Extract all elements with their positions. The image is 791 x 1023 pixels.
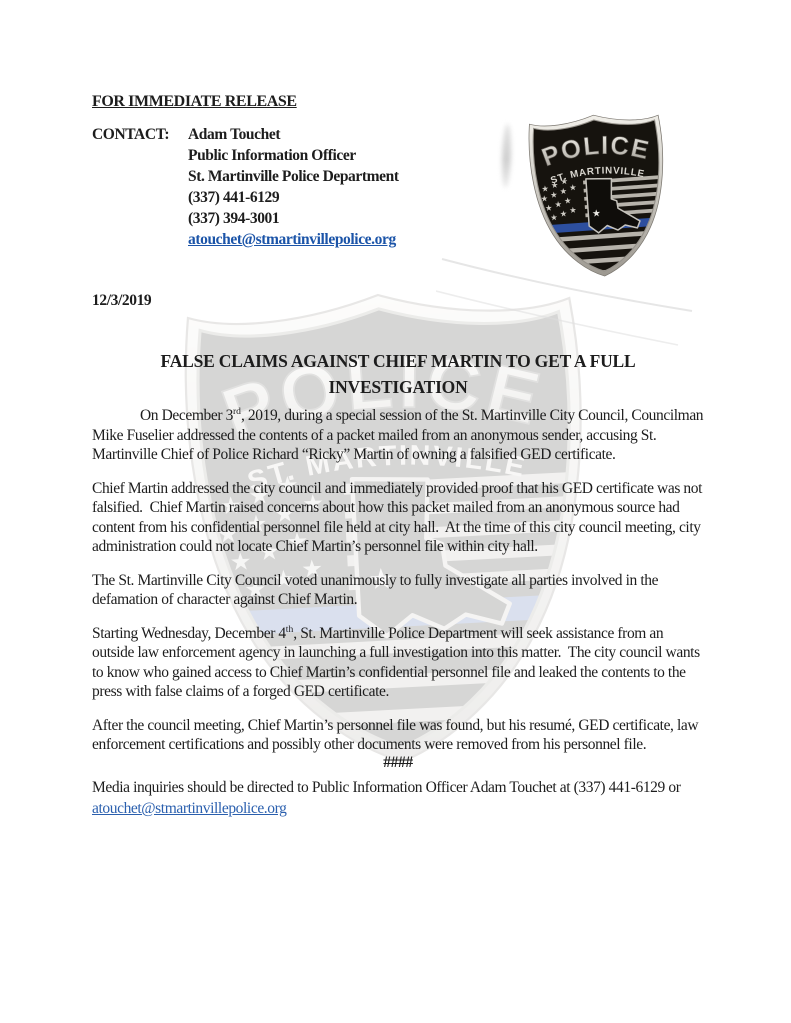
paragraph: On December 3rd, 2019, during a special session of the St. Martinville City Council, Councilman Mike Fuselier addressed the contents of a packet mailed from an anonymous sender, accusing St. Martinville Chief of Police Richard “Ricky” Martin of owning a falsified GED certificate. <box>92 405 707 463</box>
headline <box>92 349 704 400</box>
headline-line1: FALSE CLAIMS AGAINST CHIEF MARTIN TO GET A FULL <box>160 351 636 371</box>
media-inquiries-line <box>92 777 704 819</box>
contact-email-link[interactable]: atouchet@stmartinvillepolice.org <box>188 231 396 248</box>
contact-values <box>188 124 399 250</box>
end-marker: #### <box>383 753 413 771</box>
contact-label: CONTACT: <box>92 126 170 143</box>
contact-line: Adam Touchet <box>188 126 281 143</box>
body-paragraphs <box>92 405 707 755</box>
paragraph: The St. Martinville City Council voted unanimously to fully investigate all parties involved in the defamation of character against Chief Martin. <box>92 571 662 608</box>
contact-line: St. Martinville Police Department <box>188 168 399 185</box>
footer-email-link[interactable]: atouchet@stmartinvillepolice.org <box>92 799 287 817</box>
document-body <box>92 91 707 819</box>
contact-line: Public Information Officer <box>188 147 356 164</box>
release-date: 12/3/2019 <box>92 292 152 309</box>
contact-block <box>92 124 704 250</box>
contact-line: (337) 394-3001 <box>188 210 280 227</box>
contact-lines <box>188 124 399 229</box>
paragraph: Chief Martin addressed the city council and immediately provided proof that his GED certificate was not falsified. Chief Martin raised concerns about how this packet mailed from an anonymous source had content from his confidential personnel file held at city hall. At the time of this city council meeting, city administration could not locate Chief Martin’s personnel file within city hall. <box>92 479 706 555</box>
paragraph: Starting Wednesday, December 4th, St. Martinville Police Department will seek assistance from an outside law enforcement agency in launching a full investigation into this matter. The city council wants to know who gained access to Chief Martin’s confidential personnel file and leaked the contents to the press with false claims of a forged GED certificate. <box>92 623 704 700</box>
release-heading: FOR IMMEDIATE RELEASE <box>92 93 297 110</box>
contact-line: (337) 441-6129 <box>188 189 280 206</box>
media-inquiries-text: Media inquiries should be directed to Public Information Officer Adam Touchet at (337) 441-6129 or <box>92 778 684 796</box>
headline-line2: INVESTIGATION <box>328 376 468 397</box>
paragraph: After the council meeting, Chief Martin’s personnel file was found, but his resumé, GED certificate, law enforcement certifications and possibly other documents were removed from his personnel file. <box>92 716 702 753</box>
